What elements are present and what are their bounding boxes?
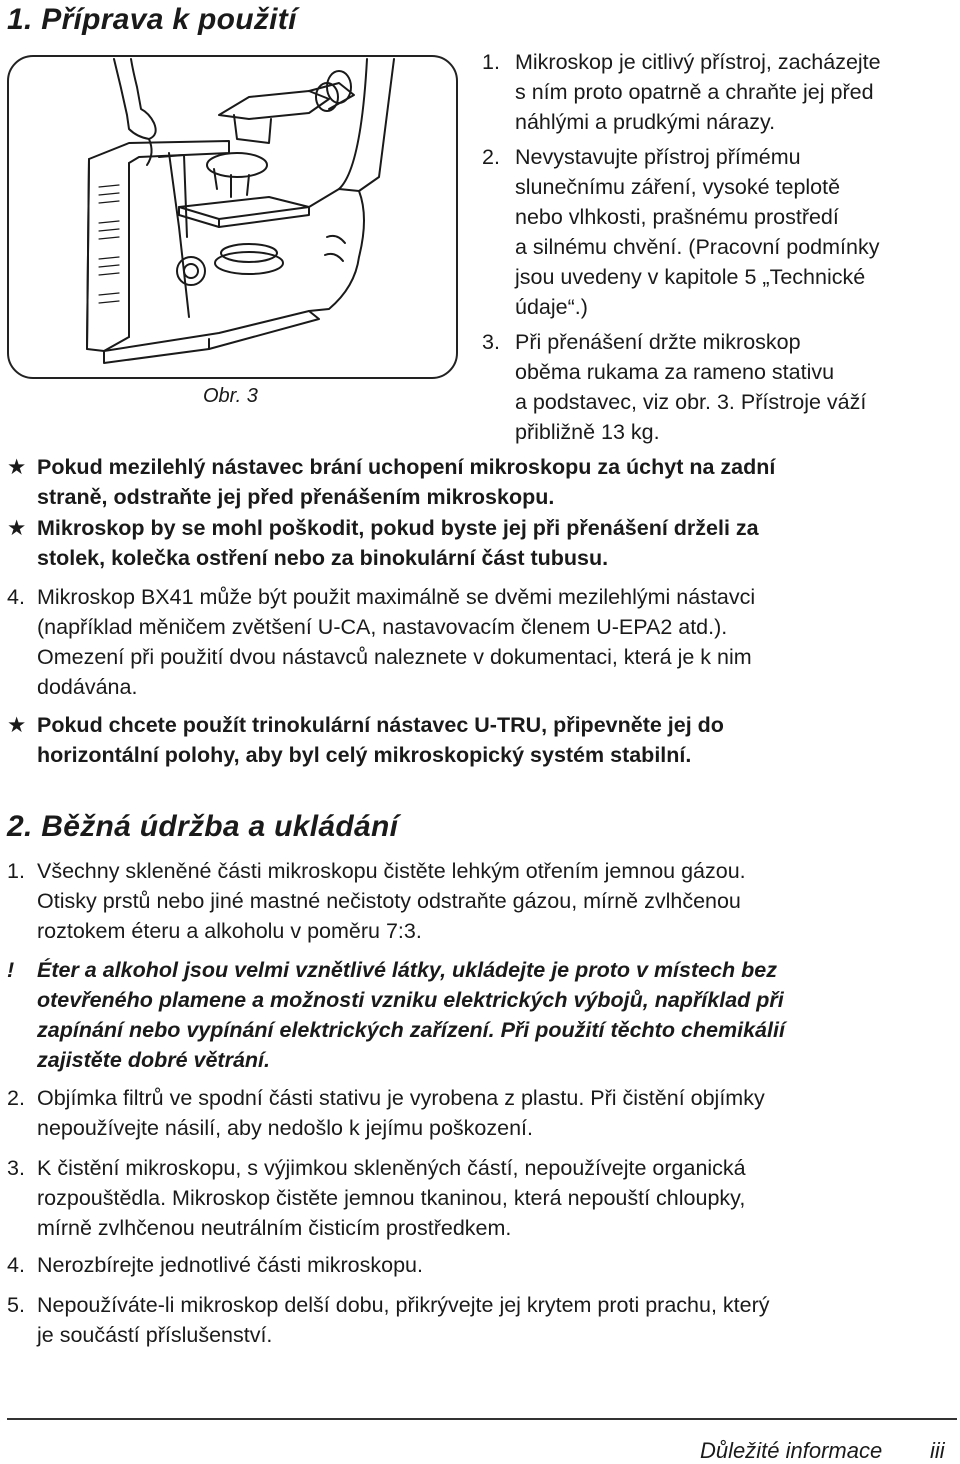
list-line: rozpouštědla. Mikroskop čistěte jemnou tkaninou, která nepouští chloupky, bbox=[37, 1186, 746, 1210]
list-line: Objímka filtrů ve spodní části stativu je vyrobena z plastu. Při čistění objímky bbox=[37, 1086, 765, 1110]
list-line: nebo vlhkosti, prašnému prostředí bbox=[515, 205, 839, 229]
footer-label: Důležité informace bbox=[700, 1438, 883, 1463]
list-line: Omezení při použití dvou nástavců naleznete v dokumentaci, která je k nim bbox=[37, 645, 752, 669]
list-number: 2. bbox=[482, 145, 500, 169]
list-item-1 bbox=[482, 47, 952, 137]
list-item-3 bbox=[7, 1153, 957, 1243]
figure-caption: Obr. 3 bbox=[203, 385, 258, 407]
list-number: 2. bbox=[7, 1086, 25, 1110]
list-line: mírně zvlhčenou neutrálním čisticím prostředkem. bbox=[37, 1216, 512, 1240]
list-item-4 bbox=[7, 1250, 957, 1280]
list-line: dodávána. bbox=[37, 675, 138, 699]
list-number: 4. bbox=[7, 1253, 25, 1277]
list-line: Při přenášení držte mikroskop bbox=[515, 330, 801, 354]
note-line: horizontální polohy, aby byl celý mikroskopický systém stabilní. bbox=[37, 743, 692, 767]
warning-line: otevřeného plamene a možnosti vzniku elektrických výbojů, například při bbox=[37, 988, 784, 1012]
note-line: Pokud mezilehlý nástavec brání uchopení mikroskopu za úchyt na zadní bbox=[37, 455, 776, 479]
list-number: 4. bbox=[7, 585, 25, 609]
list-line: Nevystavujte přístroj přímému bbox=[515, 145, 801, 169]
note-line: straně, odstraňte jej před přenášením mikroskopu. bbox=[37, 485, 555, 509]
note-item bbox=[7, 452, 957, 512]
list-line: údaje“.) bbox=[515, 295, 588, 319]
note-line: Pokud chcete použít trinokulární nástavec U-TRU, připevněte jej do bbox=[37, 713, 724, 737]
list-line: roztokem éteru a alkoholu v poměru 7:3. bbox=[37, 919, 422, 943]
list-line: Nerozbírejte jednotlivé části mikroskopu. bbox=[37, 1253, 423, 1277]
warning-icon: ! bbox=[7, 958, 15, 982]
list-line: Otisky prstů nebo jiné mastné nečistoty odstraňte gázou, mírně zvlhčenou bbox=[37, 889, 741, 913]
list-line: slunečnímu záření, vysoké teplotě bbox=[515, 175, 841, 199]
warning-line: zajistěte dobré větrání. bbox=[37, 1048, 270, 1072]
list-line: Mikroskop je citlivý přístroj, zacházejte bbox=[515, 50, 881, 74]
star-icon: ★ bbox=[7, 713, 27, 737]
list-line: K čistění mikroskopu, s výjimkou skleněných částí, nepoužívejte organická bbox=[37, 1156, 746, 1180]
list-line: náhlými a prudkými nárazy. bbox=[515, 110, 776, 134]
list-line: (například měničem zvětšení U-CA, nastavovacím členem U-EPA2 atd.). bbox=[37, 615, 728, 639]
note-item bbox=[7, 710, 957, 770]
star-icon: ★ bbox=[7, 455, 27, 479]
note-item bbox=[7, 513, 957, 573]
list-number: 3. bbox=[482, 330, 500, 354]
list-item-1 bbox=[7, 856, 957, 946]
section-2-title: 2. Běžná údržba a ukládání bbox=[7, 810, 399, 843]
list-line: Všechny skleněné části mikroskopu čistěte lehkým otřením jemnou gázou. bbox=[37, 859, 746, 883]
list-item-5 bbox=[7, 1290, 957, 1350]
list-number: 3. bbox=[7, 1156, 25, 1180]
list-line: je součástí příslušenství. bbox=[37, 1323, 273, 1347]
section-1-title: 1. Příprava k použití bbox=[7, 3, 297, 36]
list-line: nepoužívejte násilí, aby nedošlo k jejímu poškození. bbox=[37, 1116, 533, 1140]
warning-line: Éter a alkohol jsou velmi vznětlivé látky, ukládejte je proto v místech bez bbox=[37, 958, 778, 982]
list-number: 1. bbox=[482, 50, 500, 74]
list-line: Mikroskop BX41 může být použit maximálně se dvěmi mezilehlými nástavci bbox=[37, 585, 756, 609]
list-number: 1. bbox=[7, 859, 25, 883]
microscope-hands-illustration bbox=[9, 57, 456, 377]
list-item-3 bbox=[482, 327, 952, 447]
list-number: 5. bbox=[7, 1293, 25, 1317]
footer-rule bbox=[7, 1418, 957, 1420]
list-line: a podstavec, viz obr. 3. Přístroje váží bbox=[515, 390, 867, 414]
warning-line: zapínání nebo vypínání elektrických zařízení. Při použití těchto chemikálií bbox=[37, 1018, 785, 1042]
warning-note bbox=[7, 955, 957, 1075]
list-item-2 bbox=[482, 142, 952, 322]
list-line: oběma rukama za rameno stativu bbox=[515, 360, 835, 384]
list-line: a silnému chvění. (Pracovní podmínky bbox=[515, 235, 880, 259]
page-number: iii bbox=[930, 1438, 945, 1463]
note-line: stolek, kolečka ostření nebo za binokulární část tubusu. bbox=[37, 546, 609, 570]
list-line: s ním proto opatrně a chraňte jej před bbox=[515, 80, 874, 104]
list-line: přibližně 13 kg. bbox=[515, 420, 660, 444]
list-line: jsou uvedeny v kapitole 5 „Technické bbox=[515, 265, 866, 289]
microscope-figure bbox=[7, 55, 458, 379]
list-line: Nepoužíváte-li mikroskop delší dobu, přikrývejte jej krytem proti prachu, který bbox=[37, 1293, 770, 1317]
list-item-2 bbox=[7, 1083, 957, 1143]
star-icon: ★ bbox=[7, 516, 27, 540]
list-item-4 bbox=[7, 582, 957, 702]
note-line: Mikroskop by se mohl poškodit, pokud byste jej při přenášení drželi za bbox=[37, 516, 759, 540]
